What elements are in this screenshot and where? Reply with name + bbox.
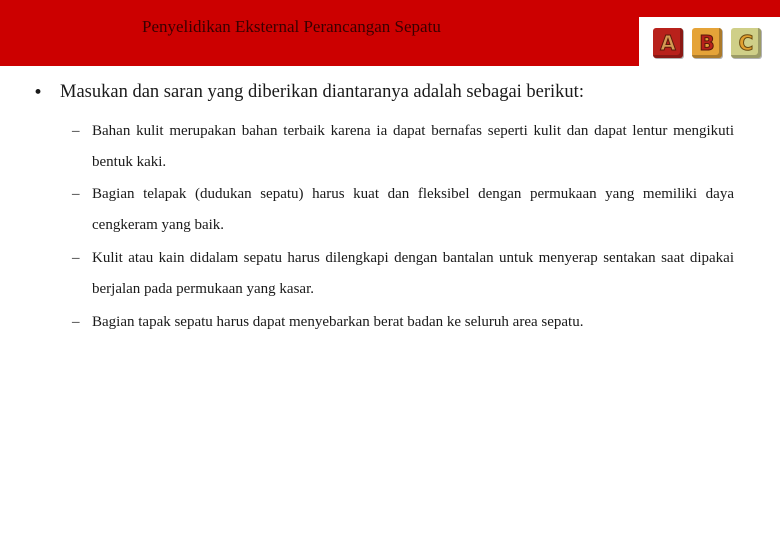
sub-point-text: Bahan kulit merupakan bahan terbaik karena ia dapat bernafas seperti kulit dan dapat lentur mengikuti bentuk kaki. bbox=[92, 123, 734, 170]
page-title: Penyelidikan Eksternal Perancangan Sepatu bbox=[142, 17, 441, 36]
sub-point bbox=[72, 179, 734, 241]
bullet-icon: • bbox=[33, 83, 44, 103]
dash-marker: – bbox=[72, 123, 80, 139]
sub-point bbox=[72, 116, 734, 178]
sub-point-text: Bagian tapak sepatu harus dapat menyebarkan berat badan ke seluruh area sepatu. bbox=[92, 314, 584, 330]
sub-point bbox=[72, 243, 734, 305]
header-bar bbox=[0, 0, 780, 66]
block-a-icon: A bbox=[653, 28, 683, 58]
dash-marker: – bbox=[72, 250, 80, 266]
dash-marker: – bbox=[72, 186, 80, 202]
block-b-icon: B bbox=[692, 28, 722, 58]
block-c-icon: C bbox=[731, 28, 761, 58]
sub-point-text: Kulit atau kain didalam sepatu harus dilengkapi dengan bantalan untuk menyerap sentakan saat dipakai berjalan pada permukaan yang kasar. bbox=[92, 250, 734, 297]
main-point: Masukan dan saran yang diberikan diantaranya adalah sebagai berikut: bbox=[60, 82, 584, 102]
sub-point bbox=[72, 307, 734, 338]
abc-blocks-logo bbox=[639, 17, 780, 66]
sub-point-text: Bagian telapak (dudukan sepatu) harus kuat dan fleksibel dengan permukaan yang memiliki daya cengkeram yang baik. bbox=[92, 186, 734, 233]
dash-marker: – bbox=[72, 314, 80, 330]
